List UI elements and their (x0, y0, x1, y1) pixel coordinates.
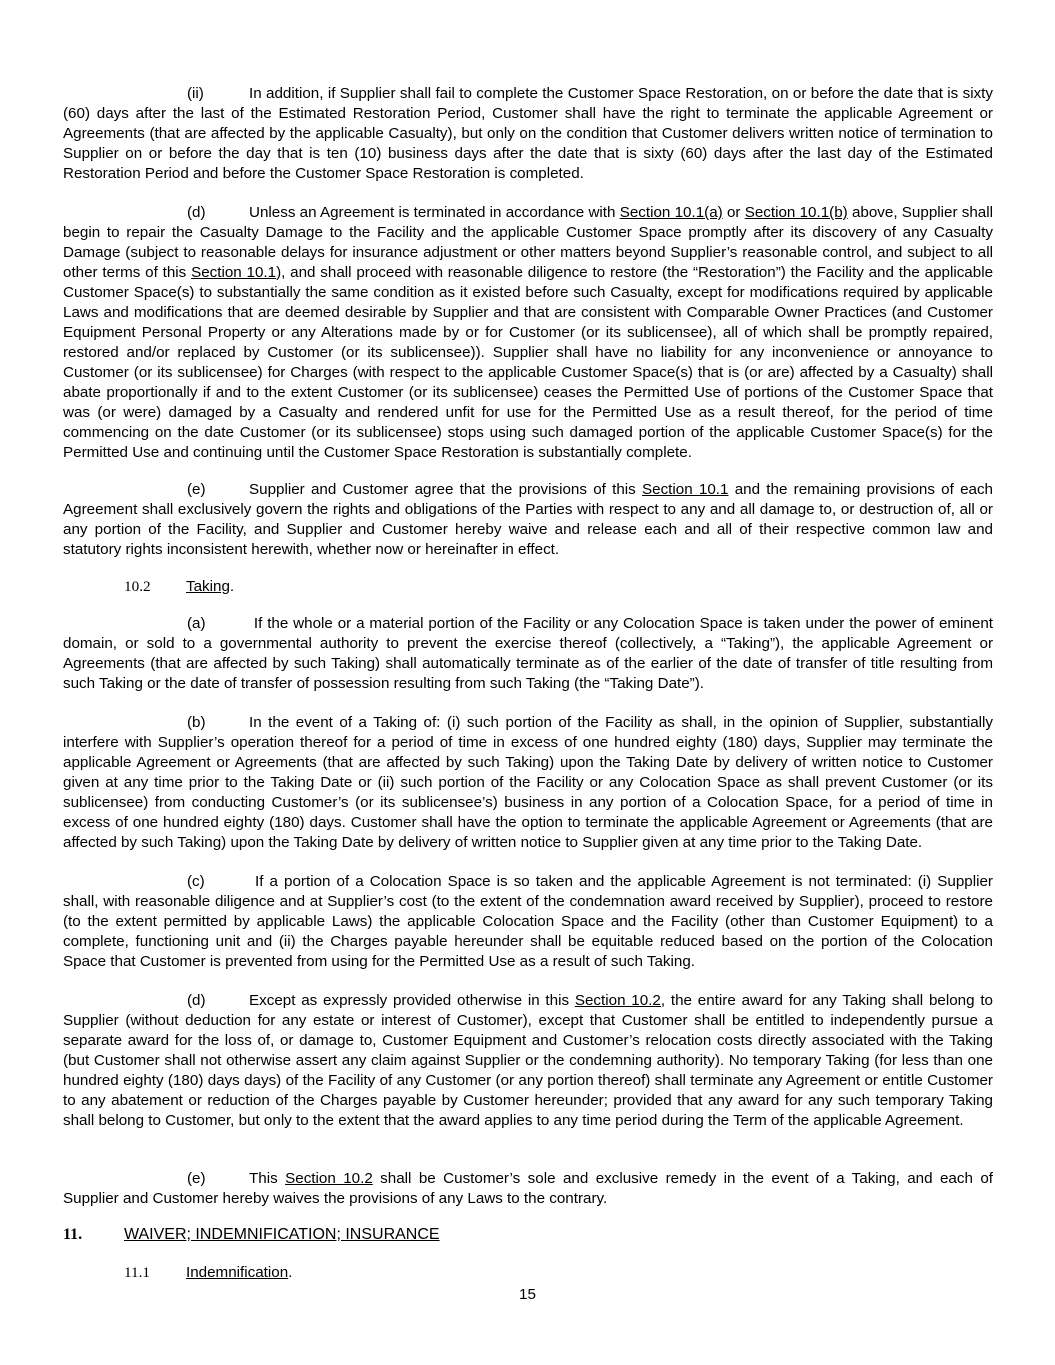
defined-term: “Taking” (720, 635, 775, 652)
paragraph-label: (c) (187, 873, 205, 890)
paragraph-label: (ii) (187, 85, 204, 102)
section-heading-10-2 (124, 577, 234, 597)
paragraph-text: Supplier and Customer agree that the provisions of this (249, 481, 642, 498)
paragraph-text: Unless an Agreement is terminated in accordance with (249, 204, 620, 221)
section-reference: Section 10.1 (191, 264, 277, 281)
paragraph-text: In addition, if Supplier shall fail to complete the Customer Space Restoration, on or before the date that is sixty (60) days after the last of the Estimated Restoration Period, Customer shall have the right to terminate the applicable Agreement or Agreements (that are affected by the applicable Casualty), but only on the condition that Customer delivers written notice of termination to Supplier on or before the day that is ten (10) business days after the date that is sixty (60) days after the last day of the Estimated Restoration Period and before the Customer Space Restoration is completed. (63, 85, 993, 182)
section-title-punct: . (288, 1264, 293, 1281)
section-number: 11.1 (124, 1264, 151, 1281)
paragraph-10-2-e (63, 1169, 993, 1209)
paragraph-text: ), the applicable Agreement or Agreements (that are affected by such Taking) shall automatically terminate as of the earlier of the date of transfer of title resulting from such Taking or the date of transfer of possession resulting from such Taking (the (63, 635, 993, 692)
paragraph-10-2-c (63, 872, 993, 972)
paragraph-10-2-d (63, 991, 993, 1131)
paragraph-10-2-b (63, 713, 993, 853)
defined-term: “Taking Date” (604, 675, 695, 692)
section-number: 11. (63, 1226, 83, 1243)
paragraph-label: (e) (187, 481, 206, 498)
paragraph-10-1-d (63, 203, 993, 463)
section-heading-11-1 (124, 1263, 292, 1283)
paragraph-text: ). (694, 675, 705, 692)
paragraph-text: or (722, 204, 745, 221)
paragraph-label: (b) (187, 714, 206, 731)
paragraph-text: and the remaining provisions of each Agreement shall exclusively govern the rights and obligations of the Parties with respect to any and all damage to, or destruction of, all or any portion of the Facility, and Supplier and Customer hereby waive and release each and all of their respective common law and statutory rights inconsistent herewith, whether now or hereinafter in effect. (63, 481, 994, 558)
paragraph-text: If a portion of a Colocation Space is so taken and the applicable Agreement is not terminated: (i) Supplier shall, with reasonable diligence and at Supplier’s cost (to the extent of the condemnation award received by Supplier), proceed to restore (to the extent permitted by applicable Laws) the applicable Colocation Space and the Facility (other than Customer Equipment) to a complete, functioning unit and (ii) the Charges payable hereunder shall be equitable reduced based on the portion of the Colocation Space that Customer is prevented from using for the Permitted Use as a result of such Taking. (63, 873, 993, 970)
paragraph-label: (e) (187, 1170, 206, 1187)
paragraph-text: In the event of a Taking of: (i) such portion of the Facility as shall, in the opinion of Supplier, substantially interfere with Supplier’s operation thereof for a period of time in excess of one hundred eighty (180) days, Supplier may terminate the applicable Agreement or Agreements (that are affected by such Taking) upon the Taking Date by delivery of written notice to Customer given at any time prior to the Taking Date or (ii) such portion of the Facility or any Colocation Space as shall prevent Customer (or its sublicensee) from conducting Customer’s (or its sublicensee’s) business in any portion of a Colocation Space, for a period of time in excess of one hundred eighty (180) days. Customer shall have the option to terminate the applicable Agreement or Agreements (that are affected by such Taking) upon the Taking Date by delivery of written notice to Supplier given at any time prior to the Taking Date. (63, 714, 993, 851)
paragraph-text: If the whole or a material portion of the Facility or any Colocation Space is taken under the power of eminent domain, or sold to a governmental authority to prevent the exercise thereof (collectively, a (63, 615, 993, 652)
paragraph-10-1-c-ii (63, 84, 993, 184)
paragraph-label: (d) (187, 204, 206, 221)
paragraph-text: above, Supplier shall begin to repair the Casualty Damage to the Facility and the applicable Customer Space promptly after its discovery of any Casualty Damage (subject to reasonable delays for insurance adjustment or other matters beyond Supplier’s reasonable control, and subject to all other terms of this (63, 204, 993, 281)
paragraph-10-2-a (63, 614, 993, 694)
section-reference: Section 10.1(b) (744, 204, 848, 221)
paragraph-text: , the entire award for any Taking shall belong to Supplier (without deduction for any estate or interest of Customer), except that Customer shall be entitled to independently pursue a separate award for the loss of, or damage to, Customer Equipment and Customer’s relocation costs directly associated with the Taking (but Customer shall not otherwise assert any claim against Supplier or the condemning authority). No temporary Taking (for less than one hundred eighty (180) days days) of the Facility of any Customer (or any portion thereof) shall terminate any Agreement or entitle Customer to any abatement or reduction of the Charges payable by Customer hereunder; provided that any award for any such temporary Taking shall belong to Customer, but only to the extent that the award applies to any time period during the Term of the applicable Agreement. (63, 992, 994, 1129)
page-number: 15 (519, 1286, 536, 1303)
section-title-punct: . (229, 578, 235, 595)
section-reference: Section 10.1(a) (619, 204, 723, 221)
paragraph-text: shall be Customer’s sole and exclusive remedy in the event of a Taking, and each of Supplier and Customer hereby waives the provisions of any Laws to the contrary. (63, 1170, 993, 1207)
paragraph-text: ), and shall proceed with reasonable diligence to restore (the “Restoration”) the Facility and the applicable Customer Space(s) to substantially the same condition as it existed before such Casualty, except for modifications required by applicable Laws and modifications that are deemed desirable by Supplier and that are consistent with Comparable Owner Practices (and Customer Equipment Personal Property or any Alterations made by or for Customer (or its sublicensee), all of which shall be promptly repaired, restored and/or replaced by Customer (or its sublicensee)). Supplier shall have no liability for any inconvenience or annoyance to Customer (or its sublicensee) for Charges (with respect to the applicable Customer Space(s) that is (or are) affected by a Casualty) shall abate proportionally if and to the extent Customer (or its sublicensee) ceases the Permitted Use of portions of the Customer Space that was (or were) damaged by a Casualty and rendered unfit for use for the Permitted Use as a result thereof, for the period of time commencing on the date Customer (or its sublicensee) stops using such damaged portion of the applicable Customer Space(s) for the Permitted Use and continuing until the Customer Space Restoration is substantially complete. (63, 264, 994, 461)
section-title: Taking (186, 578, 230, 595)
section-reference: Section 10.2 (574, 992, 661, 1009)
paragraph-text: Except as expressly provided otherwise in this (249, 992, 575, 1009)
section-title: Indemnification (186, 1264, 289, 1281)
paragraph-label: (d) (187, 992, 206, 1009)
paragraph-text: This (249, 1170, 286, 1187)
paragraph-10-1-e (63, 480, 993, 560)
section-reference: Section 10.2 (285, 1170, 373, 1187)
section-number: 10.2 (124, 578, 151, 595)
section-reference: Section 10.1 (642, 481, 729, 498)
paragraph-label: (a) (187, 615, 206, 632)
section-title: WAIVER; INDEMNIFICATION; INSURANCE (124, 1226, 440, 1243)
section-heading-11 (63, 1225, 440, 1245)
